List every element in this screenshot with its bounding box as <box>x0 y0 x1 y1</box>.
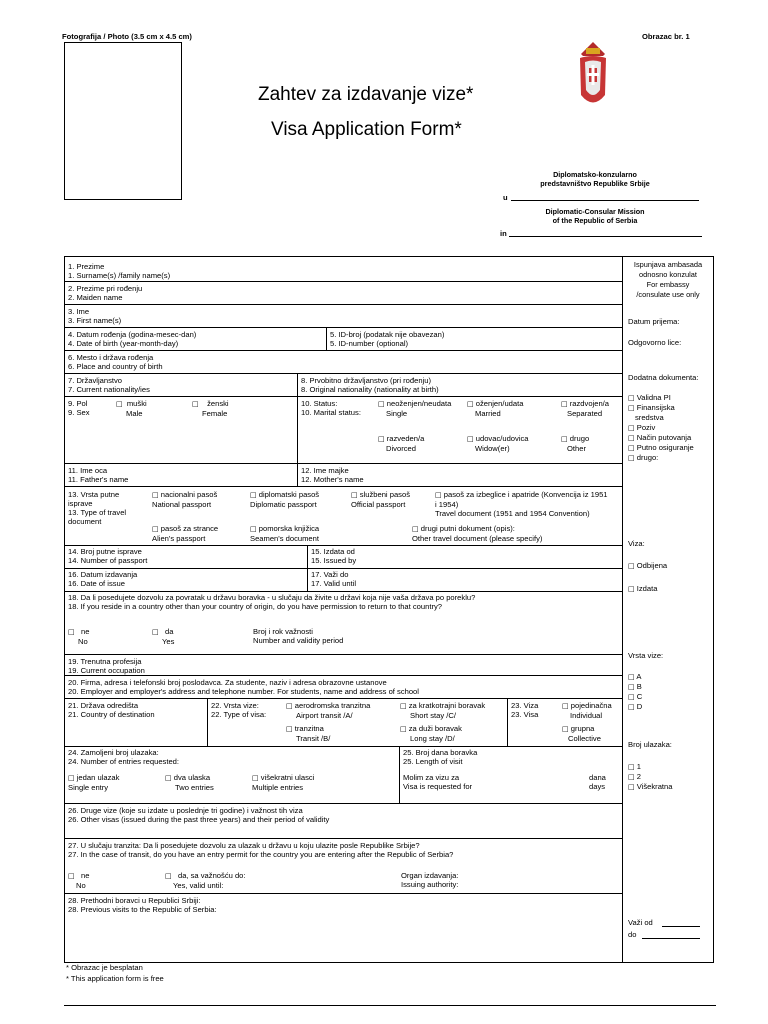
additional-documents-list: □ Validna PI □ Finansijska sredstva □ Poziv □ Način putovanja □ Putno osiguranje □ drugo: <box>628 393 694 462</box>
transit-permit-yes-option[interactable]: □ da, sa važnošću do: Yes, valid until: <box>165 871 246 890</box>
mission-in-field[interactable] <box>509 236 702 237</box>
transit-permit-question: 27. U slučaju tranzita: Da li posedujete dozvolu za ulazak u državu u koju ulazite posle Republike Srbije? 27. In the case of transit, do you have an entry permit for the country you are entering after the Republic of Serbia? <box>68 841 454 859</box>
date-of-birth-field[interactable]: 4. Datum rođenja (godina-mesec-dan) 4. Date of birth (year-month-day) <box>68 330 197 348</box>
marital-status-label: 10. Status: 10. Marital status: <box>301 399 361 417</box>
passport-refugee-option[interactable]: □ pasoš za izbeglice i apatride (Konvencija iz 1951 i 1954) Travel document (1951 and 1954 Convention) <box>435 490 608 518</box>
entries-single-option[interactable]: □ jedan ulazak Single entry <box>68 773 120 792</box>
footer-free-serbian: * Obrazac je besplatan <box>66 963 143 972</box>
sex-male-option[interactable]: □ muški Male <box>116 399 147 418</box>
first-name-field[interactable]: 3. Ime 3. First name(s) <box>68 307 122 325</box>
fathers-name-field[interactable]: 11. Ime oca 11. Father's name <box>68 466 129 484</box>
photo-box[interactable] <box>64 42 182 200</box>
valid-from-label: Važi od <box>628 918 653 927</box>
passport-alien-option[interactable]: □ pasoš za strance Alien's passport <box>152 524 219 543</box>
visa-individual-option[interactable]: □ pojedinačna Individual <box>562 701 612 720</box>
mission-english: Diplomatic-Consular Mission of the Republic of Serbia <box>545 207 645 225</box>
place-of-birth-field[interactable]: 6. Mesto i država rođenja 6. Place and country of birth <box>68 353 163 371</box>
marital-married-option[interactable]: □ oženjen/udata Married <box>467 399 524 418</box>
visa-transit-option[interactable]: □ tranzitna Transit /B/ <box>286 724 331 743</box>
visa-airport-transit-option[interactable]: □ aerodromska tranzitna Airport transit /A/ <box>286 701 371 720</box>
return-permit-number-field[interactable]: Broj i rok važnosti Number and validity period <box>253 627 344 645</box>
mission-serbian: Diplomatsko-konzularno predstavništvo Republike Srbije <box>540 170 650 188</box>
issued-by-field[interactable]: 15. Izdata od 15. Issued by <box>311 547 357 565</box>
date-of-issue-field[interactable]: 16. Datum izdavanja 16. Date of issue <box>68 570 138 588</box>
marital-single-option[interactable]: □ neoženjen/neudata Single <box>378 399 452 418</box>
additional-documents-label: Dodatna dokumenta: <box>628 373 699 382</box>
destination-country-field[interactable]: 21. Država odredišta 21. Country of destination <box>68 701 155 719</box>
visa-type-label: 22. Vrsta vize: 22. Type of visa: <box>211 701 267 719</box>
u-label: u <box>503 193 508 202</box>
mission-city-field[interactable] <box>511 200 699 201</box>
passport-diplomatic-option[interactable]: □ diplomatski pasoš Diplomatic passport <box>250 490 320 509</box>
passport-other-option[interactable]: □ drugi putni dokument (opis): Other travel document (please specify) <box>412 524 543 543</box>
sex-female-option[interactable]: □ ženski Female <box>192 399 229 418</box>
sex-label: 9. Pol 9. Sex <box>68 399 90 417</box>
valid-until-field[interactable]: 17. Važi do 17. Valid until <box>311 570 357 588</box>
previous-visits-field[interactable]: 28. Prethodni boravci u Republici Srbiji: 28. Previous visits to the Republic of Serbia: <box>68 896 217 914</box>
visa-decision-label: Viza: <box>628 539 645 548</box>
passport-number-field[interactable]: 14. Broj putne isprave 14. Number of passport <box>68 547 148 565</box>
travel-document-type-label: 13. Vrsta putne isprave 13. Type of travel document <box>68 490 127 526</box>
embassy-use-header: Ispunjava ambasada odnosno konzulat For embassy /consulate use only <box>633 260 703 299</box>
receipt-date-label: Datum prijema: <box>628 317 680 326</box>
maiden-name-field[interactable]: 2. Prezime pri rođenju 2. Maiden name <box>68 284 143 302</box>
footer-divider <box>64 1005 716 1006</box>
days-label: dana days <box>589 773 606 791</box>
visa-count-label: 23. Viza 23. Visa <box>511 701 539 719</box>
visa-refused-option[interactable]: □ Odbijena <box>628 561 668 570</box>
side-visa-type-label: Vrsta vize: <box>628 651 664 660</box>
marital-widow-option[interactable]: □ udovac/udovica Widow(er) <box>467 434 529 453</box>
visa-short-stay-option[interactable]: □ za kratkotrajni boravak Short stay /C/ <box>400 701 486 720</box>
visa-long-stay-option[interactable]: □ za duži boravak Long stay /D/ <box>400 724 462 743</box>
entries-label: 24. Zamoljeni broj ulazaka: 24. Number of entries requested: <box>68 748 180 766</box>
valid-from-field[interactable] <box>662 926 700 927</box>
mothers-name-field[interactable]: 12. Ime majke 12. Mother's name <box>301 466 364 484</box>
valid-to-label: do <box>628 930 637 939</box>
side-entries-label: Broj ulazaka: <box>628 740 672 749</box>
id-number-field[interactable]: 5. ID-broj (podatak nije obavezan) 5. ID-number (optional) <box>330 330 445 348</box>
current-nationality-field[interactable]: 7. Državljanstvo 7. Current nationality/ies <box>68 376 150 394</box>
employer-field[interactable]: 20. Firma, adresa i telefonski broj poslodavca. Za studente, naziv i adresa obrazovne ustanove 20. Employer and employer's address and telephone number. For students, name and address of school <box>68 678 419 696</box>
title-english: Visa Application Form* <box>271 119 462 140</box>
transit-permit-no-option[interactable]: □ ne No <box>68 871 90 890</box>
issuing-authority-field[interactable]: Organ izdavanja: Issuing authority: <box>401 871 459 889</box>
passport-national-option[interactable]: □ nacionalni pasoš National passport <box>152 490 218 509</box>
length-of-visit-label: 25. Broj dana boravka 25. Length of visit <box>403 748 478 766</box>
marital-separated-option[interactable]: □ razdvojen/a Separated <box>561 399 610 418</box>
other-visas-field[interactable]: 26. Druge vize (koje su izdate u poslednje tri godine) i važnost tih viza 26. Other visas (issued during the past three years) and their period of validity <box>68 806 330 824</box>
side-visa-type-options[interactable]: □ A □ B □ C □ D <box>628 672 643 711</box>
valid-to-field[interactable] <box>642 938 700 939</box>
visa-collective-option[interactable]: □ grupna Collective <box>562 724 601 743</box>
marital-divorced-option[interactable]: □ razveden/a Divorced <box>378 434 425 453</box>
return-permit-question: 18. Da li posedujete dozvolu za povratak u državu boravka - u slučaju da živite u državi koja nije vaša država po poreklu? 18. If you reside in a country other than your country of origin, do you have permission to return to that country? <box>68 593 476 611</box>
entries-multiple-option[interactable]: □ višekratni ulasci Multiple entries <box>252 773 315 792</box>
entries-two-option[interactable]: □ dva ulaska Two entries <box>165 773 214 792</box>
form-number: Obrazac br. 1 <box>642 32 690 41</box>
side-entries-options[interactable]: □ 1 □ 2 □ Višekratna <box>628 762 673 791</box>
responsible-person-label: Odgovorno lice: <box>628 338 682 347</box>
title-serbian: Zahtev za izdavanje vize* <box>258 84 474 105</box>
return-permit-yes-option[interactable]: □ da Yes <box>152 627 175 646</box>
in-label: in <box>500 229 507 238</box>
footer-free-english: * This application form is free <box>66 974 164 983</box>
photo-label: Fotografija / Photo (3.5 cm x 4.5 cm) <box>62 32 192 41</box>
visa-requested-for-label: Molim za vizu za Visa is requested for <box>403 773 473 791</box>
passport-official-option[interactable]: □ službeni pasoš Official passport <box>351 490 410 509</box>
passport-seamen-option[interactable]: □ pomorska knjižica Seamen's document <box>250 524 320 543</box>
marital-other-option[interactable]: □ drugo Other <box>561 434 590 453</box>
serbian-coat-of-arms-icon <box>577 40 609 112</box>
return-permit-no-option[interactable]: □ ne No <box>68 627 90 646</box>
occupation-field[interactable]: 19. Trenutna profesija 19. Current occupation <box>68 657 145 675</box>
original-nationality-field[interactable]: 8. Prvobitno državljanstvo (pri rođenju) 8. Original nationality (nationality at birth) <box>301 376 439 394</box>
surname-field[interactable]: 1. Prezime 1. Surname(s) /family name(s) <box>68 262 171 280</box>
visa-issued-option[interactable]: □ Izdata <box>628 584 658 593</box>
